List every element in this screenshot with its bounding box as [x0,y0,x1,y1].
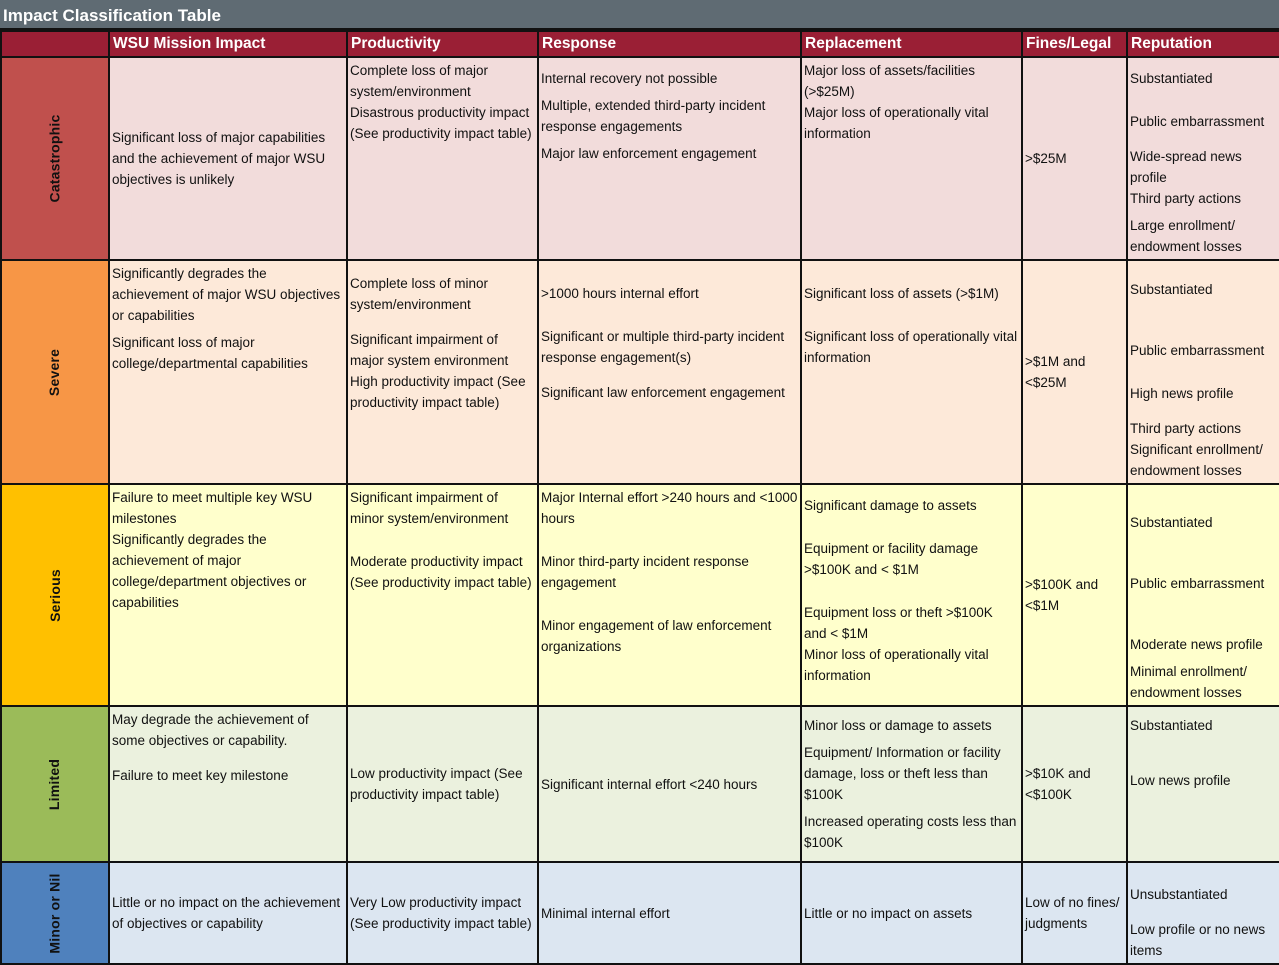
header-severity [1,31,109,57]
reputation-cell: Substantiated Public embarrassment Moderate news profile Minimal enrollment/ endowment losses [1127,484,1279,706]
replacement-cell: Little or no impact on assets [801,862,1022,964]
reputation-cell: Substantiated Low news profile [1127,706,1279,862]
response-cell: Internal recovery not possible Multiple, extended third-party incident response engagements Major law enforcement engagement [538,57,801,260]
productivity-cell: Low productivity impact (See productivity impact table) [347,706,538,862]
header-reputation: Reputation [1127,31,1279,57]
mission-cell: May degrade the achievement of some objectives or capability. Failure to meet key milestone [109,706,347,862]
header-mission-impact: WSU Mission Impact [109,31,347,57]
productivity-cell: Complete loss of minor system/environment Significant impairment of major system environment High productivity impact (See productivity impact table) [347,260,538,484]
header-fines-legal: Fines/Legal [1022,31,1127,57]
replacement-cell: Significant damage to assets Equipment or facility damage >$100K and < $1M Equipment loss or theft >$100K and < $1M Minor loss of operationally vital information [801,484,1022,706]
mission-cell: Significantly degrades the achievement of major WSU objectives or capabilities Significant loss of major college/departmental capabilities [109,260,347,484]
table-row-serious [1,484,1279,706]
replacement-cell: Significant loss of assets (>$1M) Significant loss of operationally vital information [801,260,1022,484]
productivity-cell: Complete loss of major system/environment Disastrous productivity impact (See productivity impact table) [347,57,538,260]
reputation-cell: Substantiated Public embarrassment High news profile Third party actions Significant enrollment/ endowment losses [1127,260,1279,484]
mission-cell: Failure to meet multiple key WSU milestones Significantly degrades the achievement of major college/department objectives or capabilities [109,484,347,706]
table-row-catastrophic [1,57,1279,260]
mission-cell: Significant loss of major capabilities and the achievement of major WSU objectives is unlikely [109,57,347,260]
response-cell: Major Internal effort >240 hours and <1000 hours Minor third-party incident response engagement Minor engagement of law enforcement organizations [538,484,801,706]
severity-limited: Limited [1,706,109,862]
productivity-cell: Significant impairment of minor system/environment Moderate productivity impact (See productivity impact table) [347,484,538,706]
replacement-cell: Minor loss or damage to assets Equipment/ Information or facility damage, loss or theft less than $100K Increased operating costs less than $100K [801,706,1022,862]
fines-cell: Low of no fines/ judgments [1022,862,1127,964]
severity-serious: Serious [1,484,109,706]
header-replacement: Replacement [801,31,1022,57]
severity-severe: Severe [1,260,109,484]
fines-cell: >$25M [1022,57,1127,260]
table-row-minor-or-nil [1,862,1279,964]
header-productivity: Productivity [347,31,538,57]
fines-cell: >$1M and <$25M [1022,260,1127,484]
reputation-cell: Unsubstantiated Low profile or no news items [1127,862,1279,964]
header-row [1,31,1279,57]
productivity-cell: Very Low productivity impact (See productivity impact table) [347,862,538,964]
table-row-limited [1,706,1279,862]
fines-cell: >$10K and <$100K [1022,706,1127,862]
response-cell: Minimal internal effort [538,862,801,964]
table-row-severe [1,260,1279,484]
mission-cell: Little or no impact on the achievement of objectives or capability [109,862,347,964]
reputation-cell: Substantiated Public embarrassment Wide-spread news profile Third party actions Large enrollment/ endowment losses [1127,57,1279,260]
severity-minor-or-nil: Minor or Nil [1,862,109,964]
table-title: Impact Classification Table [0,0,1279,30]
replacement-cell: Major loss of assets/facilities (>$25M) Major loss of operationally vital information [801,57,1022,260]
fines-cell: >$100K and <$1M [1022,484,1127,706]
severity-catastrophic: Catastrophic [1,57,109,260]
header-response: Response [538,31,801,57]
response-cell: >1000 hours internal effort Significant or multiple third-party incident response engagement(s) Significant law enforcement engagement [538,260,801,484]
impact-classification-table [0,30,1279,965]
response-cell: Significant internal effort <240 hours [538,706,801,862]
